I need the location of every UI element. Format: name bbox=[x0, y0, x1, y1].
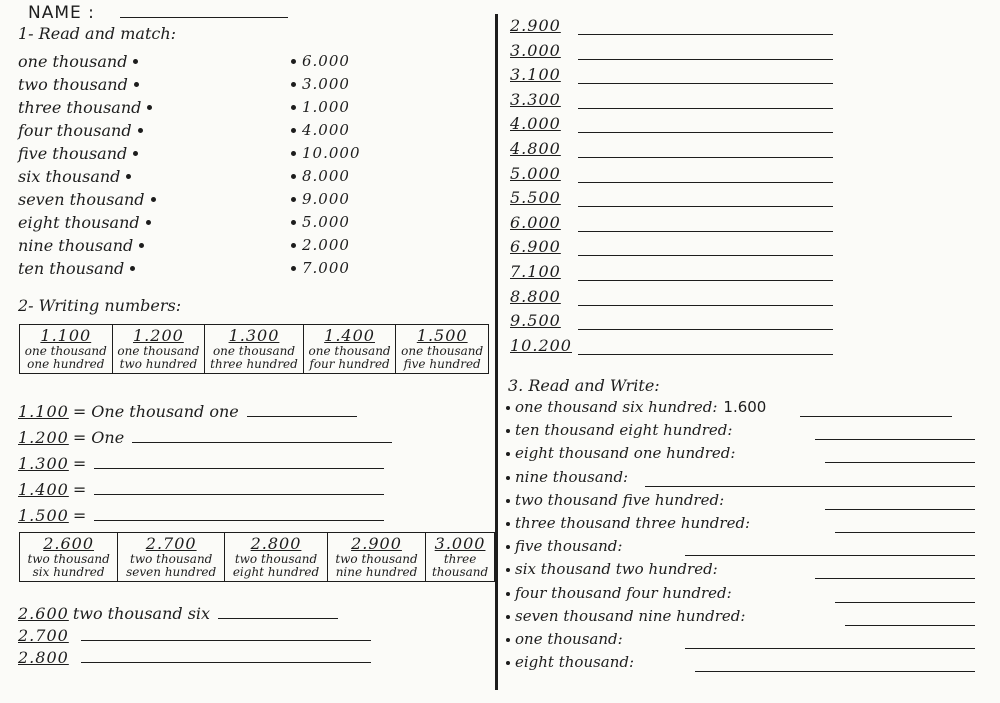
number-item bbox=[510, 237, 561, 256]
match-left-label: three thousand bbox=[18, 98, 142, 117]
answer-blank[interactable] bbox=[94, 520, 384, 521]
item-text: six thousand two hundred: bbox=[515, 560, 718, 579]
line-text: = One thousand one bbox=[72, 402, 239, 421]
cell-number: 1.300 bbox=[228, 326, 280, 345]
answer-blank[interactable] bbox=[81, 662, 371, 663]
number-item bbox=[510, 287, 561, 306]
match-left-item[interactable] bbox=[18, 259, 141, 278]
item-answer-line[interactable] bbox=[845, 625, 975, 626]
section3-title: 3. Read and Write: bbox=[508, 376, 660, 395]
writing-line bbox=[18, 402, 357, 421]
item-text: four thousand four hundred: bbox=[515, 583, 732, 602]
number-item bbox=[510, 311, 561, 330]
answer-blank[interactable] bbox=[94, 494, 384, 495]
number-value: 5.000 bbox=[510, 163, 561, 183]
answer-blank[interactable] bbox=[94, 468, 384, 469]
read-write-item bbox=[506, 584, 732, 602]
match-dot[interactable] bbox=[291, 243, 296, 248]
number-item bbox=[510, 213, 561, 232]
name-label: NAME : bbox=[28, 3, 95, 23]
cell-words-line2: three hundred bbox=[210, 357, 298, 371]
cell-words-line2: eight hundred bbox=[232, 565, 320, 579]
cell-number: 1.400 bbox=[324, 326, 375, 345]
read-write-item bbox=[506, 398, 766, 416]
number-value: 3.100 bbox=[510, 65, 561, 85]
writing-line bbox=[18, 626, 371, 645]
section1-title: 1- Read and match: bbox=[18, 24, 177, 43]
cell-number: 1.500 bbox=[416, 326, 468, 345]
cell-words-line1: two thousand bbox=[130, 552, 213, 566]
number-answer-line[interactable] bbox=[578, 132, 833, 133]
cell-words-line1: two thousand bbox=[234, 552, 318, 566]
item-text: three thousand three hundred: bbox=[515, 514, 751, 532]
match-right-item[interactable] bbox=[285, 190, 350, 208]
number-value: 7.100 bbox=[510, 262, 561, 281]
match-dot[interactable] bbox=[291, 266, 296, 271]
numbers-table-1 bbox=[19, 324, 489, 374]
number-cell bbox=[20, 533, 118, 582]
match-right-value: 1.000 bbox=[302, 98, 350, 116]
number-item bbox=[510, 114, 561, 133]
bullet-dot bbox=[506, 592, 510, 596]
match-right-value: 5.000 bbox=[302, 213, 350, 231]
number-value: 10.200 bbox=[510, 335, 572, 355]
cell-words-line2: four hundred bbox=[309, 357, 390, 371]
cell-words-line2: two hundred bbox=[119, 357, 198, 371]
bullet-dot bbox=[506, 429, 510, 433]
number-cell bbox=[112, 325, 205, 374]
match-right-item[interactable] bbox=[285, 98, 350, 116]
number-answer-line[interactable] bbox=[578, 329, 833, 330]
match-left-item[interactable] bbox=[18, 121, 149, 140]
cell-words-line1: three bbox=[443, 552, 477, 566]
number-item bbox=[510, 188, 561, 207]
number-value: 3.300 bbox=[510, 89, 561, 109]
cell-number: 2.600 bbox=[43, 534, 95, 553]
line-text: = bbox=[72, 480, 87, 499]
read-write-item bbox=[506, 653, 634, 671]
item-text: nine thousand: bbox=[515, 467, 629, 486]
line-number: 1.400 bbox=[18, 480, 69, 499]
number-item bbox=[510, 336, 572, 355]
read-write-item bbox=[506, 514, 750, 532]
number-answer-line[interactable] bbox=[578, 59, 833, 60]
number-item bbox=[510, 65, 561, 84]
match-left-label: two thousand bbox=[18, 75, 128, 94]
read-write-item bbox=[506, 560, 718, 578]
line-number: 1.100 bbox=[18, 402, 69, 421]
number-item bbox=[510, 90, 561, 109]
section2-title: 2- Writing numbers: bbox=[18, 296, 182, 315]
match-dot[interactable] bbox=[133, 151, 138, 156]
bullet-dot bbox=[506, 522, 510, 526]
read-write-item bbox=[506, 537, 622, 555]
number-value: 5.500 bbox=[510, 188, 561, 208]
writing-line bbox=[18, 480, 384, 499]
match-dot[interactable] bbox=[134, 82, 139, 87]
line-text: = bbox=[72, 454, 87, 473]
match-right-item[interactable] bbox=[285, 52, 350, 70]
number-value: 3.000 bbox=[510, 40, 561, 60]
item-answer-line[interactable] bbox=[825, 462, 975, 463]
match-left-label: four thousand bbox=[18, 121, 132, 140]
number-item bbox=[510, 139, 561, 158]
bullet-dot bbox=[506, 615, 510, 619]
cell-words-line2: nine hundred bbox=[335, 565, 418, 579]
cell-words-line1: one thousand bbox=[117, 344, 200, 358]
match-dot[interactable] bbox=[130, 266, 135, 271]
read-write-item bbox=[506, 444, 735, 462]
read-write-item bbox=[506, 630, 623, 648]
match-dot[interactable] bbox=[291, 197, 296, 202]
name-field[interactable] bbox=[120, 17, 288, 18]
item-text: five thousand: bbox=[515, 537, 623, 556]
bullet-dot bbox=[506, 499, 510, 503]
match-right-value: 4.000 bbox=[302, 121, 350, 139]
cell-words-line2: seven hundred bbox=[126, 565, 217, 579]
bullet-dot bbox=[506, 661, 510, 665]
cell-number: 1.100 bbox=[40, 326, 92, 345]
match-dot[interactable] bbox=[291, 105, 296, 110]
writing-line bbox=[18, 648, 371, 667]
read-write-item bbox=[506, 468, 628, 486]
cell-number: 2.900 bbox=[351, 534, 402, 553]
cell-words-line2: thousand bbox=[431, 565, 489, 579]
match-dot[interactable] bbox=[291, 151, 296, 156]
match-dot[interactable] bbox=[291, 59, 296, 64]
number-answer-line[interactable] bbox=[578, 34, 833, 35]
cell-words-line1: one thousand bbox=[308, 344, 391, 358]
match-left-item[interactable] bbox=[18, 52, 144, 71]
cell-words-line2: six hundred bbox=[32, 565, 105, 579]
number-answer-line[interactable] bbox=[578, 206, 833, 207]
number-item bbox=[510, 41, 561, 60]
item-text: eight thousand: bbox=[515, 653, 635, 672]
numbers-table-2 bbox=[19, 532, 495, 582]
match-left-label: eight thousand bbox=[18, 213, 140, 232]
line-number: 1.500 bbox=[18, 506, 69, 525]
number-answer-line[interactable] bbox=[578, 354, 833, 355]
match-left-item[interactable] bbox=[18, 75, 145, 94]
item-text: one thousand: bbox=[515, 630, 623, 648]
match-right-item[interactable] bbox=[285, 144, 361, 162]
item-answer-line[interactable] bbox=[645, 486, 975, 487]
number-cell bbox=[396, 325, 489, 374]
match-left-label: ten thousand bbox=[18, 259, 125, 278]
number-cell bbox=[225, 533, 328, 582]
item-text: eight thousand one hundred: bbox=[515, 444, 736, 463]
match-left-label: one thousand bbox=[18, 52, 128, 71]
match-left-item[interactable] bbox=[18, 236, 150, 255]
number-cell bbox=[303, 325, 396, 374]
number-item bbox=[510, 262, 561, 281]
answer-blank[interactable] bbox=[81, 640, 371, 641]
match-right-item[interactable] bbox=[285, 259, 350, 277]
match-left-label: six thousand bbox=[18, 167, 121, 186]
match-left-item[interactable] bbox=[18, 98, 158, 117]
cell-words-line1: two thousand bbox=[335, 552, 418, 566]
number-cell bbox=[118, 533, 225, 582]
match-right-item[interactable] bbox=[285, 213, 350, 231]
bullet-dot bbox=[506, 452, 510, 456]
number-answer-line[interactable] bbox=[578, 280, 833, 281]
item-answer-line[interactable] bbox=[815, 439, 975, 440]
cell-number: 1.200 bbox=[133, 326, 184, 345]
number-answer-line[interactable] bbox=[578, 182, 833, 183]
match-dot[interactable] bbox=[133, 59, 138, 64]
match-left-label: seven thousand bbox=[18, 190, 145, 209]
line-number: 1.200 bbox=[18, 428, 69, 447]
writing-line bbox=[18, 506, 384, 525]
item-answer-line[interactable] bbox=[685, 648, 975, 649]
match-dot[interactable] bbox=[151, 197, 156, 202]
line-text: = One bbox=[72, 428, 125, 447]
number-value: 9.500 bbox=[510, 311, 561, 331]
match-right-item[interactable] bbox=[285, 121, 350, 139]
number-value: 4.800 bbox=[510, 139, 561, 158]
match-left-item[interactable] bbox=[18, 167, 137, 186]
writing-line bbox=[18, 604, 338, 623]
match-left-label: five thousand bbox=[18, 144, 128, 163]
number-answer-line[interactable] bbox=[578, 83, 833, 84]
item-text: two thousand five hundred: bbox=[515, 490, 725, 509]
cell-words-line1: one thousand bbox=[401, 344, 484, 358]
cell-words-line1: two thousand bbox=[27, 552, 110, 566]
match-right-value: 8.000 bbox=[302, 167, 350, 185]
match-dot[interactable] bbox=[291, 220, 296, 225]
answer-blank[interactable] bbox=[132, 442, 392, 443]
match-dot[interactable] bbox=[146, 220, 151, 225]
number-value: 2.900 bbox=[510, 16, 561, 35]
number-answer-line[interactable] bbox=[578, 255, 833, 256]
match-dot[interactable] bbox=[291, 128, 296, 133]
number-answer-line[interactable] bbox=[578, 305, 833, 306]
item-text: ten thousand eight hundred: bbox=[515, 421, 733, 440]
match-right-value: 2.000 bbox=[302, 236, 350, 254]
cell-number: 2.700 bbox=[145, 534, 197, 553]
number-cell bbox=[205, 325, 304, 374]
number-answer-line[interactable] bbox=[578, 157, 833, 158]
match-dot[interactable] bbox=[126, 174, 131, 179]
item-text: seven thousand nine hundred: bbox=[515, 606, 746, 625]
bullet-dot bbox=[506, 568, 510, 572]
cell-words-line2: five hundred bbox=[403, 357, 481, 371]
item-text: one thousand six hundred: bbox=[515, 398, 718, 416]
cell-number: 2.800 bbox=[250, 534, 302, 553]
item-answer-line[interactable] bbox=[800, 416, 952, 417]
match-dot[interactable] bbox=[291, 174, 296, 179]
number-value: 6.000 bbox=[510, 212, 561, 232]
match-left-label: nine thousand bbox=[18, 236, 134, 255]
line-number: 2.700 bbox=[18, 626, 69, 645]
item-answer-line[interactable] bbox=[815, 578, 975, 579]
match-right-item[interactable] bbox=[285, 236, 350, 254]
number-answer-line[interactable] bbox=[578, 108, 833, 109]
item-answer: 1.600 bbox=[723, 398, 767, 416]
match-right-value: 3.000 bbox=[302, 75, 350, 93]
item-answer-line[interactable] bbox=[825, 509, 975, 510]
cell-words-line1: one thousand bbox=[24, 344, 107, 358]
match-right-value: 7.000 bbox=[302, 259, 350, 277]
number-item bbox=[510, 16, 561, 35]
bullet-dot bbox=[506, 406, 510, 410]
number-item bbox=[510, 164, 561, 183]
answer-blank[interactable] bbox=[218, 618, 338, 619]
match-right-value: 6.000 bbox=[302, 52, 350, 70]
match-dot[interactable] bbox=[291, 82, 296, 87]
match-dot[interactable] bbox=[138, 128, 143, 133]
line-text: two thousand six bbox=[72, 604, 211, 623]
answer-blank[interactable] bbox=[247, 416, 357, 417]
line-text: = bbox=[72, 506, 87, 525]
match-dot[interactable] bbox=[147, 105, 152, 110]
writing-line bbox=[18, 428, 392, 447]
cell-words-line2: one hundred bbox=[27, 357, 105, 371]
item-answer-line[interactable] bbox=[685, 555, 975, 556]
read-write-item bbox=[506, 491, 724, 509]
writing-line bbox=[18, 454, 384, 473]
match-right-value: 9.000 bbox=[302, 190, 350, 208]
line-number: 1.300 bbox=[18, 454, 69, 473]
item-answer-line[interactable] bbox=[695, 671, 975, 672]
item-answer-line[interactable] bbox=[835, 532, 975, 533]
number-cell bbox=[327, 533, 425, 582]
cell-number: 3.000 bbox=[434, 534, 486, 553]
item-answer-line[interactable] bbox=[835, 602, 975, 603]
number-value: 8.800 bbox=[510, 286, 561, 306]
match-right-item[interactable] bbox=[285, 75, 350, 93]
match-left-item[interactable] bbox=[18, 213, 157, 232]
match-right-item[interactable] bbox=[285, 167, 350, 185]
read-write-item bbox=[506, 421, 732, 439]
bullet-dot bbox=[506, 545, 510, 549]
number-cell bbox=[426, 533, 495, 582]
match-left-item[interactable] bbox=[18, 144, 144, 163]
line-number: 2.600 bbox=[18, 604, 69, 623]
match-left-item[interactable] bbox=[18, 190, 162, 209]
number-value: 4.000 bbox=[510, 114, 561, 134]
match-dot[interactable] bbox=[139, 243, 144, 248]
number-value: 6.900 bbox=[510, 237, 561, 257]
number-answer-line[interactable] bbox=[578, 231, 833, 232]
number-cell bbox=[20, 325, 113, 374]
bullet-dot bbox=[506, 638, 510, 642]
bullet-dot bbox=[506, 476, 510, 480]
column-divider bbox=[495, 14, 498, 690]
line-number: 2.800 bbox=[18, 648, 69, 667]
read-write-item bbox=[506, 607, 745, 625]
match-right-value: 10.000 bbox=[302, 144, 361, 162]
cell-words-line1: one thousand bbox=[212, 344, 296, 358]
